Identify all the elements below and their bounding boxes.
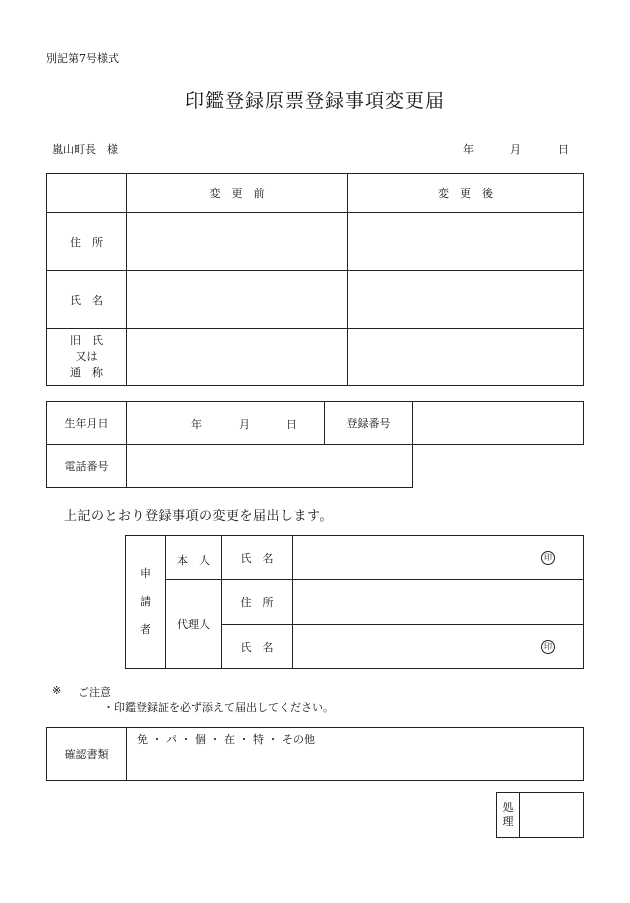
reg-number-label: 登録番号 <box>325 402 413 445</box>
old-name-line-2: 又は <box>75 350 98 363</box>
date-month-label: 月 <box>510 143 521 156</box>
info-table <box>46 401 584 488</box>
self-name-field[interactable] <box>293 536 584 580</box>
self-name-label: 氏 名 <box>222 536 293 580</box>
agent-name-label: 氏 名 <box>222 625 293 669</box>
change-table <box>46 173 584 386</box>
phone-label: 電話番号 <box>47 445 127 488</box>
name-after-field[interactable] <box>348 271 584 329</box>
documents-table <box>46 727 584 781</box>
processing-char-2: 理 <box>502 815 514 828</box>
corner-cell <box>47 174 127 213</box>
birth-day-label: 日 <box>286 418 297 431</box>
documents-list[interactable]: 免 ・ パ ・ 個 ・ 在 ・ 特 ・ その他 <box>127 728 584 781</box>
birth-month-label: 月 <box>239 418 250 431</box>
page-title: 印鑑登録原票登録事項変更届 <box>184 90 445 112</box>
blank-cell <box>413 445 584 488</box>
applicant-label <box>126 536 166 669</box>
note-heading: ご注意 <box>78 686 111 699</box>
self-label: 本 人 <box>166 536 222 580</box>
seal-icon: 印 <box>541 551 555 565</box>
agent-address-label: 住 所 <box>222 580 293 625</box>
old-name-after-field[interactable] <box>348 329 584 386</box>
agent-address-field[interactable] <box>293 580 584 625</box>
processing-char-1: 処 <box>502 801 514 814</box>
old-name-line-1: 旧 氏 <box>70 334 103 347</box>
documents-label: 確認書類 <box>47 728 127 781</box>
phone-field[interactable] <box>127 445 413 488</box>
birth-year-label: 年 <box>191 418 202 431</box>
reg-number-field[interactable] <box>413 402 584 445</box>
birthdate-label: 生年月日 <box>47 402 127 445</box>
processing-label <box>497 793 520 838</box>
processing-table <box>496 792 584 838</box>
agent-name-field[interactable] <box>293 625 584 669</box>
applicant-char-3: 者 <box>140 623 151 636</box>
addressee: 嵐山町長 様 <box>52 143 118 156</box>
old-name-before-field[interactable] <box>127 329 348 386</box>
date-year-label: 年 <box>463 143 474 156</box>
col-after-header: 変 更 後 <box>348 174 584 213</box>
birthdate-field[interactable] <box>127 402 325 445</box>
applicant-char-1: 申 <box>140 567 151 580</box>
note-item: ・印鑑登録証を必ず添えて届出してください。 <box>103 701 334 714</box>
processing-field[interactable] <box>520 793 584 838</box>
col-before-header: 変 更 前 <box>127 174 348 213</box>
applicant-char-2: 請 <box>140 595 151 608</box>
date-day-label: 日 <box>558 143 569 156</box>
statement: 上記のとおり登録事項の変更を届出します。 <box>64 509 333 524</box>
seal-icon: 印 <box>541 640 555 654</box>
row-name-label: 氏 名 <box>47 271 127 329</box>
row-address-label: 住 所 <box>47 213 127 271</box>
applicant-table <box>125 535 584 669</box>
note-mark: ※ <box>52 684 62 697</box>
row-old-name-label <box>47 329 127 386</box>
name-before-field[interactable] <box>127 271 348 329</box>
address-after-field[interactable] <box>348 213 584 271</box>
old-name-line-3: 通 称 <box>70 366 103 379</box>
agent-label: 代理人 <box>166 580 222 669</box>
address-before-field[interactable] <box>127 213 348 271</box>
form-id: 別記第7号様式 <box>46 52 119 65</box>
